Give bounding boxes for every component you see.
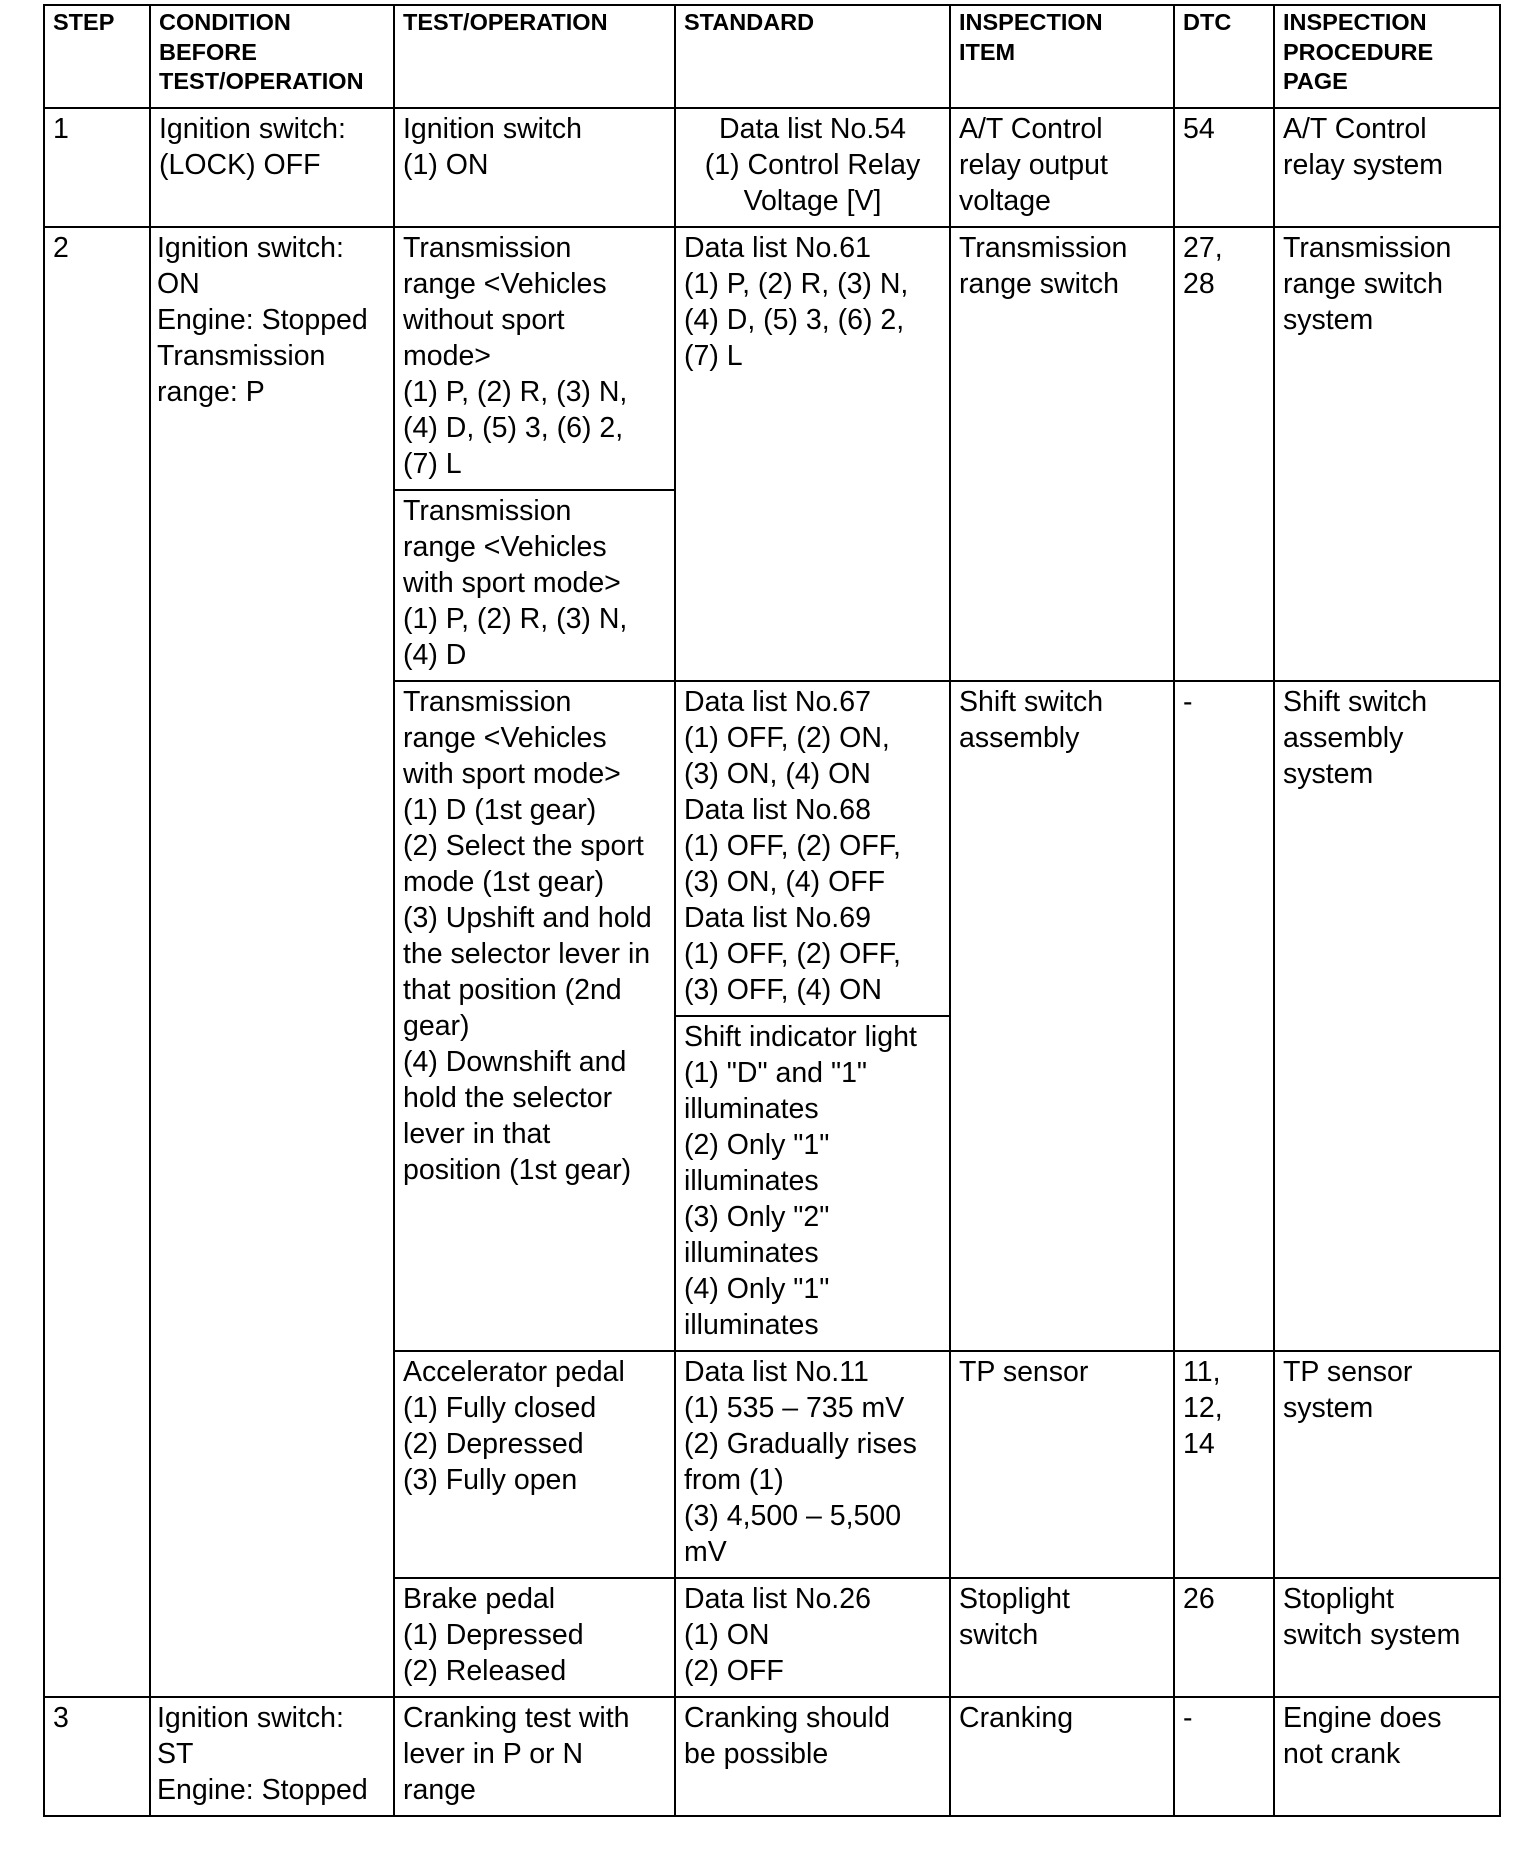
inspection-item-cell: Shift switch assembly bbox=[950, 681, 1174, 1351]
inspection-table bbox=[43, 4, 1501, 1817]
dtc-cell: - bbox=[1174, 1697, 1274, 1816]
dtc-cell: 11, 12, 14 bbox=[1174, 1351, 1274, 1578]
procedure-page-cell: Shift switch assembly system bbox=[1274, 681, 1500, 1351]
standard-cell: Shift indicator light (1) "D" and "1" illuminates (2) Only "1" illuminates (3) Only "2" illuminates (4) Only "1" illuminates bbox=[675, 1016, 950, 1351]
step-number: 1 bbox=[44, 108, 150, 227]
dtc-cell: 26 bbox=[1174, 1578, 1274, 1697]
header-inspection-item: INSPECTION ITEM bbox=[950, 5, 1174, 108]
inspection-item-cell: Cranking bbox=[950, 1697, 1174, 1816]
step-number: 2 bbox=[44, 227, 150, 1697]
header-condition: CONDITION BEFORE TEST/OPERATION bbox=[150, 5, 394, 108]
test-operation-cell: Transmission range <Vehicles with sport mode> (1) P, (2) R, (3) N, (4) D bbox=[394, 490, 675, 681]
procedure-page-cell: Transmission range switch system bbox=[1274, 227, 1500, 681]
header-step: STEP bbox=[44, 5, 150, 108]
standard-cell: Data list No.61 (1) P, (2) R, (3) N, (4) D, (5) 3, (6) 2, (7) L bbox=[675, 227, 950, 681]
step-number: 3 bbox=[44, 1697, 150, 1816]
dtc-cell: 54 bbox=[1174, 108, 1274, 227]
table-row bbox=[44, 1697, 1500, 1816]
procedure-page-cell: Engine does not crank bbox=[1274, 1697, 1500, 1816]
dtc-cell: 27, 28 bbox=[1174, 227, 1274, 681]
header-dtc: DTC bbox=[1174, 5, 1274, 108]
inspection-item-cell: Transmission range switch bbox=[950, 227, 1174, 681]
table-row bbox=[44, 227, 1500, 490]
procedure-page-cell: Stoplight switch system bbox=[1274, 1578, 1500, 1697]
test-operation-cell: Ignition switch (1) ON bbox=[394, 108, 675, 227]
header-standard: STANDARD bbox=[675, 5, 950, 108]
inspection-item-cell: Stoplight switch bbox=[950, 1578, 1174, 1697]
standard-cell: Data list No.26 (1) ON (2) OFF bbox=[675, 1578, 950, 1697]
procedure-page-cell: A/T Control relay system bbox=[1274, 108, 1500, 227]
dtc-cell: - bbox=[1174, 681, 1274, 1351]
standard-cell: Data list No.54 (1) Control Relay Voltage [V] bbox=[675, 108, 950, 227]
standard-cell: Data list No.67 (1) OFF, (2) ON, (3) ON, (4) ON Data list No.68 (1) OFF, (2) OFF, (3) ON, (4) OFF Data list No.69 (1) OFF, (2) OFF, (3) OFF, (4) ON bbox=[675, 681, 950, 1016]
header-row bbox=[44, 5, 1500, 108]
test-operation-cell: Cranking test with lever in P or N range bbox=[394, 1697, 675, 1816]
test-operation-cell: Brake pedal (1) Depressed (2) Released bbox=[394, 1578, 675, 1697]
condition-cell: Ignition switch: ST Engine: Stopped bbox=[150, 1697, 394, 1816]
table-row bbox=[44, 108, 1500, 227]
condition-cell: Ignition switch: ON Engine: Stopped Transmission range: P bbox=[150, 227, 394, 1697]
inspection-item-cell: A/T Control relay output voltage bbox=[950, 108, 1174, 227]
inspection-item-cell: TP sensor bbox=[950, 1351, 1174, 1578]
header-test-operation: TEST/OPERATION bbox=[394, 5, 675, 108]
procedure-page-cell: TP sensor system bbox=[1274, 1351, 1500, 1578]
condition-cell: Ignition switch: (LOCK) OFF bbox=[150, 108, 394, 227]
test-operation-cell: Transmission range <Vehicles with sport mode> (1) D (1st gear) (2) Select the sport mode (1st gear) (3) Upshift and hold the selector lever in that position (2nd gear) (4) Downshift and hold the selector lever in that position (1st gear) bbox=[394, 681, 675, 1351]
test-operation-cell: Accelerator pedal (1) Fully closed (2) Depressed (3) Fully open bbox=[394, 1351, 675, 1578]
header-procedure-page: INSPECTION PROCEDURE PAGE bbox=[1274, 5, 1500, 108]
standard-cell: Cranking should be possible bbox=[675, 1697, 950, 1816]
standard-cell: Data list No.11 (1) 535 – 735 mV (2) Gradually rises from (1) (3) 4,500 – 5,500 mV bbox=[675, 1351, 950, 1578]
test-operation-cell: Transmission range <Vehicles without sport mode> (1) P, (2) R, (3) N, (4) D, (5) 3, (6) 2, (7) L bbox=[394, 227, 675, 490]
